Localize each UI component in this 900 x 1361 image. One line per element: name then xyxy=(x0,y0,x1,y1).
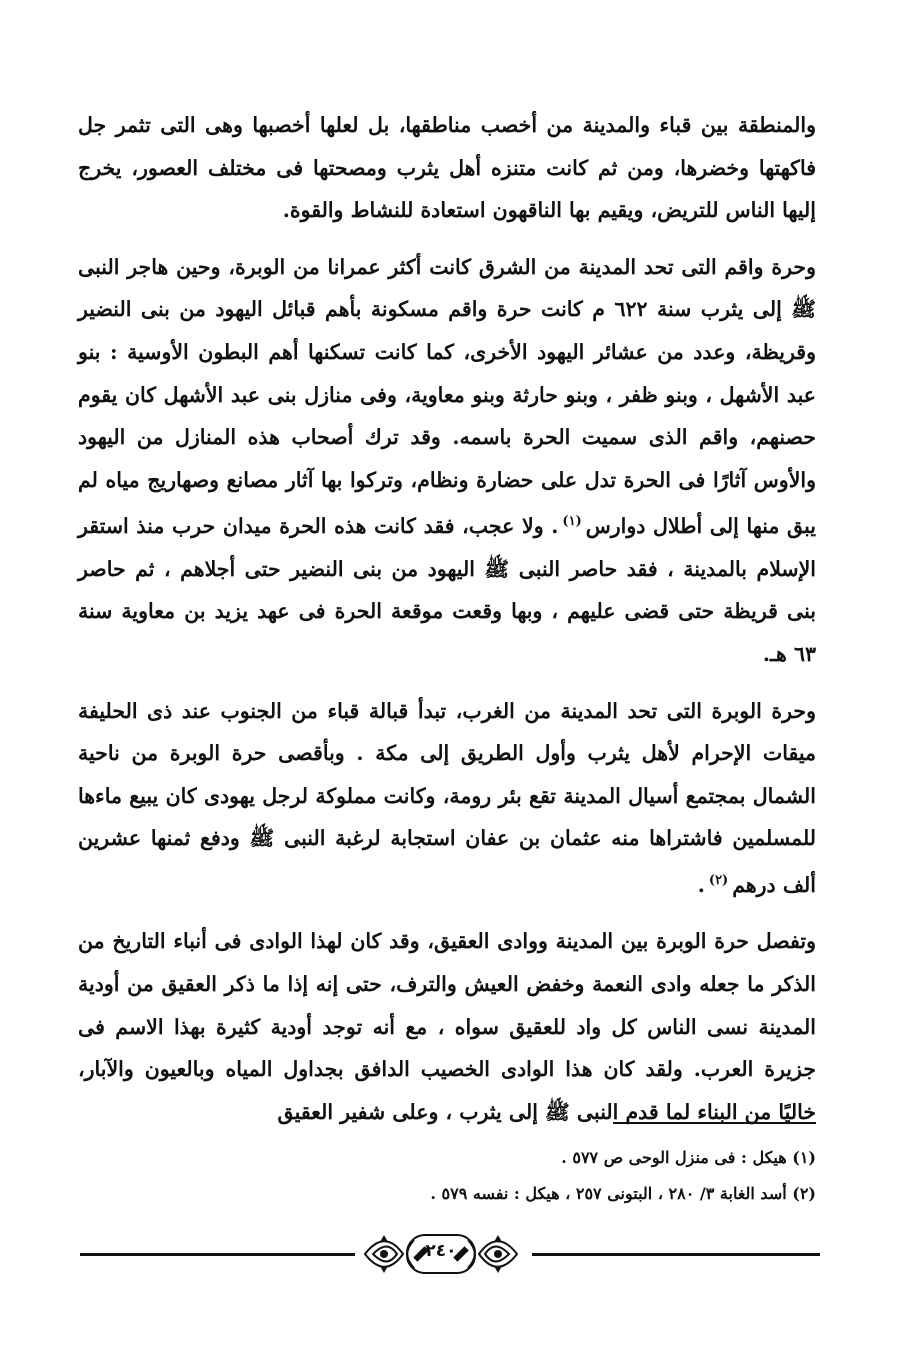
page-footer xyxy=(80,1226,820,1282)
paragraph-2-text-part-1: وحرة واقم التى تحد المدينة من الشرق كانت أكثر عمرانا من الوبرة، وحين هاجر النبى ﷺ إلى يثرب سنة ٦٢٢ م كانت حرة واقم مسكونة بأهم قبائل اليهود من بنى النضير وقريظة، وعدد من عشائر اليهود الأخرى، كما كانت تسكنها أهم البطون الأوسية : بنو عبد الأشهل ، وبنو ظفر ، وبنو حارثة وبنو معاوية، وفى منازل بنى عبد الأشهل كان يقوم حصنهم، واقم الذى سميت الحرة باسمه. وقد ترك أصحاب هذه المنازل من اليهود والأوس آثارًا فى الحرة تدل على حضارة ونظام، وتركوا بها آثار مصانع وصهاريج مياه لم يبق منها إلى أطلال دوارس xyxy=(78,254,816,539)
paragraph-2-text-part-2: . ولا عجب، فقد كانت هذه الحرة ميدان حرب منذ استقر الإسلام بالمدينة ، فقد حاصر النبى ﷺ اليهود من بنى النضير حتى أجلاهم ، ثم حاصر بنى قريظة حتى قضى عليهم ، وبها وقعت موقعة الحرة فى عهد يزيد بن معاوية سنة ٦٣ هـ. xyxy=(78,514,816,666)
paragraph-3-end: . xyxy=(697,872,705,897)
footer-line-right xyxy=(532,1253,820,1256)
paragraph-3-text: وحرة الوبرة التى تحد المدينة من الغرب، تبدأ قبالة قباء من الجنوب عند ذى الحليفة ميقات الإحرام لأهل يثرب وأول الطريق إلى مكة . وبأقصى حرة الوبرة من ناحية الشمال بمجتمع أسيال المدينة تقع بئر رومة، وكانت مملوكة لرجل يهودى كان يبيع ماءها للمسلمين فاشتراها منه عثمان بن عفان استجابة لرغبة النبى ﷺ ودفع ثمنها عشرين ألف درهم xyxy=(78,698,816,897)
footer-line-left xyxy=(80,1253,355,1256)
paragraph-3 xyxy=(78,690,816,907)
paragraph-1: والمنطقة بين قباء والمدينة من أخصب مناطقها، بل لعلها أخصبها وهى التى تثمر جل فاكهتها وخضرها، ومن ثم كانت متنزه أهل يثرب ومصحتها فى مختلف العصور، يخرج إليها الناس للتريض، ويقيم بها الناقهون استعادة للنشاط والقوة. xyxy=(78,113,816,223)
main-text xyxy=(78,104,816,1133)
footnote-separator xyxy=(613,1122,816,1124)
footnote-marker-1: (١) xyxy=(562,514,582,530)
page-number: ٢٤٠ xyxy=(425,1241,457,1261)
paragraph-4: وتفصل حرة الوبرة بين المدينة ووادى العقيق، وقد كان لهذا الوادى فى أنباء التاريخ من الذكر ما جعله وادى النعمة وخفض العيش والترف، حتى إنه إذا ما ذكر العقيق من أودية المدينة نسى الناس كل واد للعقيق سواه ، مع أنه توجد أودية كثيرة بهذا الاسم فى جزيرة العرب. ولقد كان هذا الوادى الخصيب الدافق بجداول المياه وبالعيون والآبار، خاليًا من البناء لما قدم النبى ﷺ إلى يثرب ، وعلى شفير العقيق xyxy=(78,929,816,1124)
footnote-2: (٢) أسد الغابة ٣/ ٢٨٠ ، البتونى ٢٥٧ ، هيكل : نفسه ٥٧٩ . xyxy=(430,1184,816,1203)
paragraph-2 xyxy=(78,246,816,676)
footnote-marker-2: (٢) xyxy=(708,872,729,888)
footnotes xyxy=(78,1140,816,1212)
footnote-1: (١) هيكل : فى منزل الوحى ص ٥٧٧ . xyxy=(561,1148,816,1167)
